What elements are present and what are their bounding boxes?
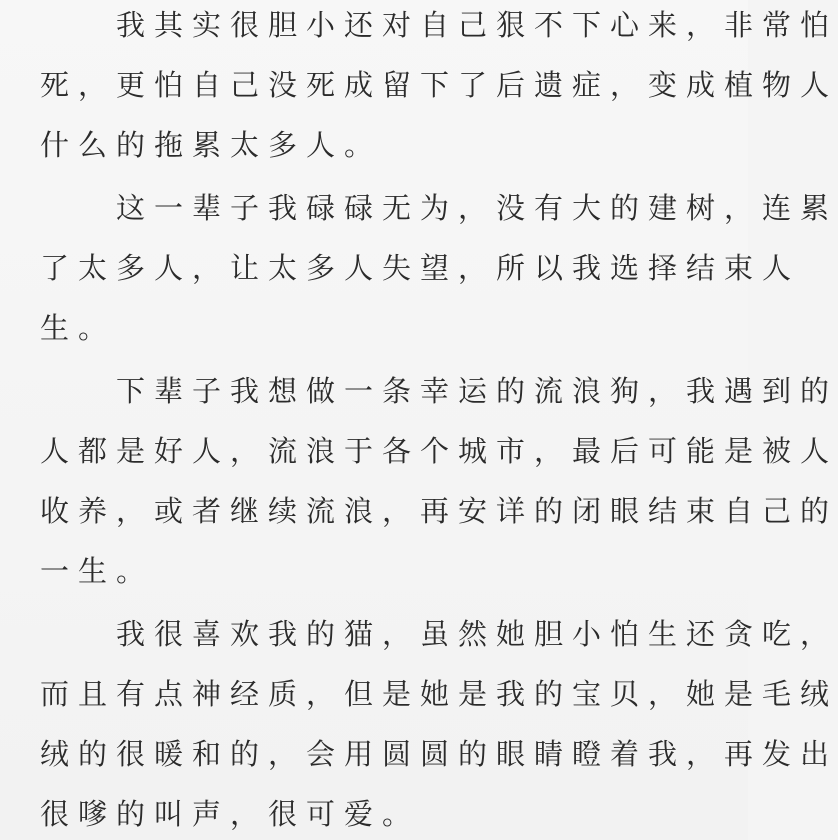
text-line: 人都是好人，流浪于各个城市，最后可能是被人 — [40, 434, 838, 468]
text-line: 了太多人，让太多人失望，所以我选择结束人 — [40, 251, 801, 285]
text-line: 一生。 — [40, 554, 155, 588]
text-line: 我其实很胆小还对自己狠不下心来，非常怕 — [40, 8, 838, 42]
text-line: 绒的很暖和的，会用圆圆的眼睛瞪着我，再发出 — [40, 737, 838, 771]
text-line: 生。 — [40, 311, 117, 345]
text-line: 死，更怕自己没死成留下了后遗症，变成植物人 — [40, 68, 838, 102]
text-line: 而且有点神经质，但是她是我的宝贝，她是毛绒 — [40, 677, 838, 711]
text-line: 很嗲的叫声，很可爱。 — [40, 797, 421, 831]
text-line: 这一辈子我碌碌无为，没有大的建树，连累 — [40, 191, 838, 225]
text-line: 我很喜欢我的猫，虽然她胆小怕生还贪吃， — [40, 617, 838, 651]
text-line: 下辈子我想做一条幸运的流浪狗，我遇到的 — [40, 374, 838, 408]
text-line: 收养，或者继续流浪，再安详的闭眼结束自己的 — [40, 494, 838, 528]
text-line: 什么的拖累太多人。 — [40, 128, 383, 162]
